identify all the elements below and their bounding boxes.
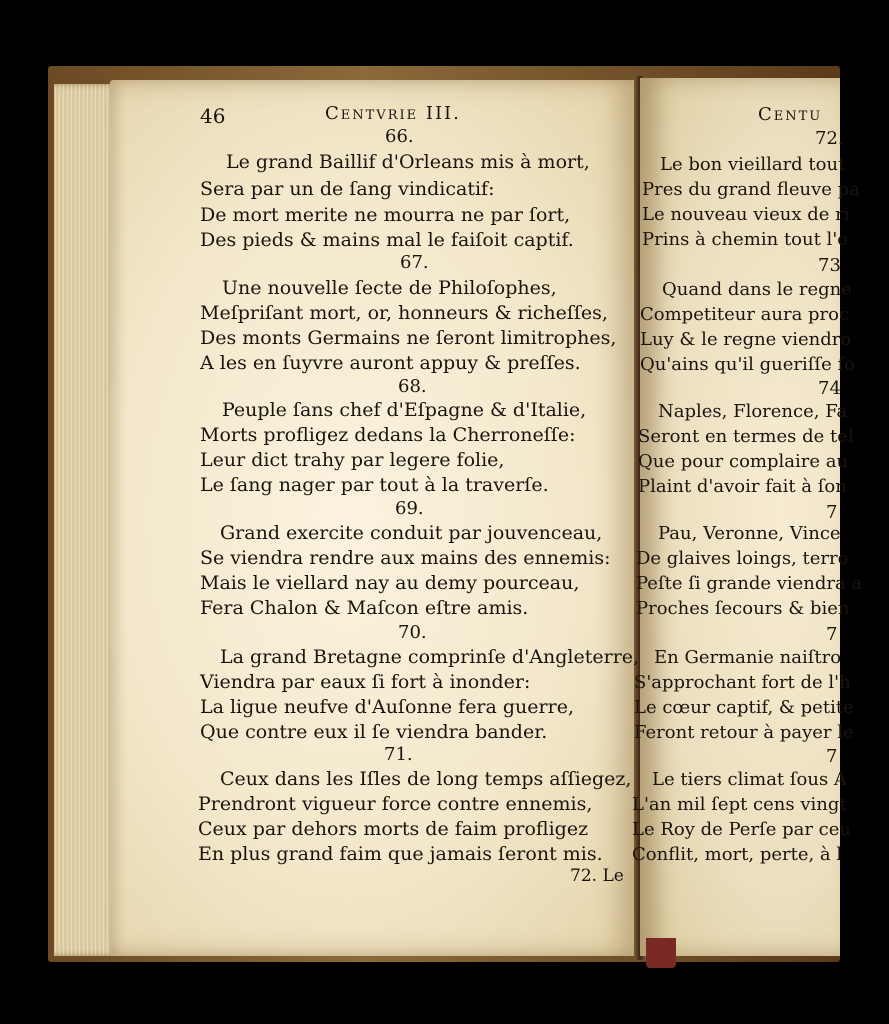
- verse-line: Naples, Florence, Fa: [658, 401, 848, 422]
- verse-line: Conflit, mort, perte, à l: [632, 844, 843, 865]
- verse-line: Peuple ſans chef d'Eſpagne & d'Italie,: [222, 399, 587, 421]
- quatrain-number: 70.: [398, 622, 427, 643]
- verse-line: Mais le viellard nay au demy pourceau,: [200, 572, 580, 594]
- verse-line: Quand dans le regne: [662, 279, 852, 300]
- verse-line: Le cœur captif, & petite: [634, 697, 854, 718]
- quatrain-number: 73: [818, 255, 841, 276]
- verse-line: Des monts Germains ne ſeront limitrophes,: [200, 327, 617, 349]
- verse-line: A les en ſuyvre auront appuy & preſſes.: [200, 352, 581, 374]
- verse-line: Que contre eux il ſe viendra bander.: [200, 721, 548, 743]
- verse-line: Grand exercite conduit par jouvenceau,: [220, 522, 603, 544]
- quatrain-number: 7: [826, 746, 838, 767]
- verse-line: La grand Bretagne comprinſe d'Angleterre,: [220, 646, 640, 668]
- verse-line: Seront en termes de tel: [638, 426, 854, 447]
- quatrain-number: 7: [826, 624, 838, 645]
- verse-line: Meſpriſant mort, or, honneurs & richeſſes,: [200, 302, 608, 324]
- running-head-right: Centu: [758, 104, 823, 125]
- quatrain-number: 72.: [815, 128, 844, 149]
- verse-line: Morts profligez dedans la Cherroneſſe:: [200, 424, 576, 446]
- verse-line: Prendront vigueur force contre ennemis,: [198, 793, 593, 815]
- quatrain-number: 67.: [400, 252, 429, 273]
- verse-line: En plus grand faim que jamais ſeront mis.: [198, 843, 603, 865]
- verse-line: L'an mil ſept cens vingt: [632, 794, 847, 815]
- verse-line: Des pieds & mains mal le faiſoit captif.: [200, 229, 574, 251]
- verse-line: De mort merite ne mourra ne par ſort,: [200, 204, 571, 226]
- verse-line: Le bon vieillard tout: [660, 154, 846, 175]
- page-edges: [54, 84, 116, 956]
- verse-line: Plaint d'avoir fait à ſon: [638, 476, 847, 497]
- verse-line: Une nouvelle ſecte de Philoſophes,: [222, 277, 557, 299]
- verse-line: Pres du grand fleuve pa: [642, 179, 860, 200]
- verse-line: Luy & le regne viendro: [640, 329, 852, 350]
- running-head: Centvrie III.: [325, 103, 461, 124]
- quatrain-number: 74: [818, 378, 841, 399]
- verse-line: Viendra par eaux ſi fort à inonder:: [200, 671, 531, 693]
- quatrain-number: 66.: [385, 126, 414, 147]
- verse-line: De glaives loings, terro: [636, 548, 849, 569]
- verse-line: Le grand Baillif d'Orleans mis à mort,: [226, 151, 590, 173]
- verse-line: Fera Chalon & Maſcon eſtre amis.: [200, 597, 529, 619]
- verse-line: Competiteur aura proc: [640, 304, 850, 325]
- verse-line: Le Roy de Perſe par ceu: [632, 819, 852, 840]
- verse-line: Prins à chemin tout l'o: [642, 229, 849, 250]
- page-number: 46: [200, 104, 226, 128]
- verse-line: S'approchant fort de l'h: [634, 672, 851, 693]
- verse-line: Le tiers climat ſous A: [652, 769, 847, 790]
- quatrain-number: 7: [826, 502, 838, 523]
- catchword: 72. Le: [570, 866, 624, 886]
- verse-line: La ligue neufve d'Auſonne fera guerre,: [200, 696, 574, 718]
- verse-line: Ceux dans les Iſles de long temps aſſiegez,: [220, 768, 632, 790]
- verse-line: Qu'ains qu'il gueriſſe ſo: [640, 354, 855, 375]
- quatrain-number: 69.: [395, 498, 424, 519]
- verse-line: Proches ſecours & bien: [636, 598, 850, 619]
- verse-line: Ceux par dehors morts de faim profligez: [198, 818, 589, 840]
- verse-line: Le ſang nager par tout à la traverſe.: [200, 474, 549, 496]
- verse-line: Se viendra rendre aux mains des ennemis:: [200, 547, 611, 569]
- quatrain-number: 68.: [398, 376, 427, 397]
- verse-line: Peſte ſi grande viendra a: [636, 573, 863, 594]
- right-page-text: [630, 78, 863, 968]
- verse-line: Leur dict trahy par legere folie,: [200, 449, 505, 471]
- verse-line: Le nouveau vieux de ri: [642, 204, 850, 225]
- verse-line: Pau, Veronne, Vince: [658, 523, 841, 544]
- verse-line: En Germanie naiſtro: [654, 647, 842, 668]
- verse-line: Feront retour à payer le: [634, 722, 854, 743]
- verse-line: Que pour complaire au: [638, 451, 849, 472]
- quatrain-number: 71.: [384, 744, 413, 765]
- verse-line: Sera par un de ſang vindicatif:: [200, 178, 495, 200]
